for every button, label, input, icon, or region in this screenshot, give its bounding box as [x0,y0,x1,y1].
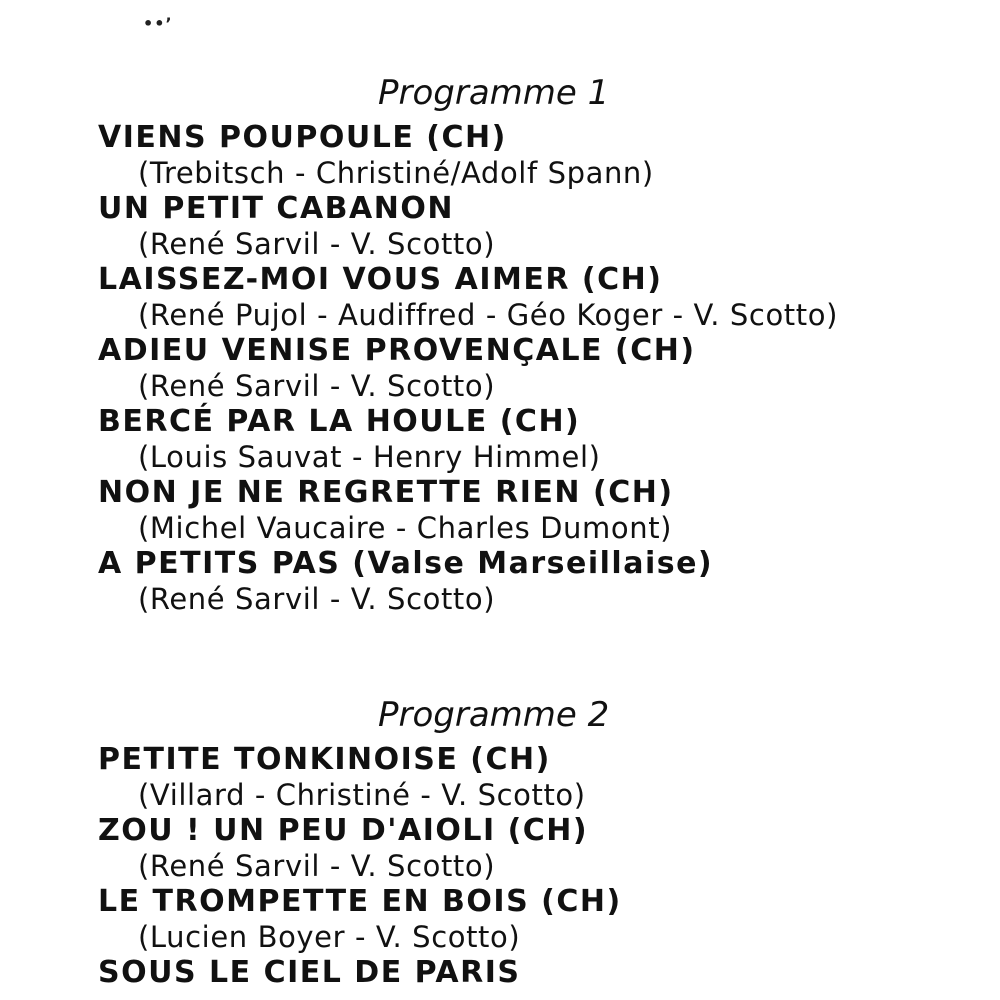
song-credits: (René Sarvil - V. Scotto) [138,227,496,261]
song-credits: (René Pujol - Audiffred - Géo Koger - V. Scotto) [138,298,838,332]
song-item [98,742,978,813]
song-title: LE TROMPETTE EN BOIS (CH) [98,884,622,919]
song-item [98,333,978,404]
song-title: PETITE TONKINOISE (CH) [98,742,551,777]
song-credits: (René Sarvil - V. Scotto) [138,369,496,403]
song-credits: (Michel Vaucaire - Charles Dumont) [138,511,673,545]
song-credits: (Lucien Boyer - V. Scotto) [138,920,521,954]
programme-2 [98,692,978,991]
song-credits: (Trebitsch - Christiné/Adolf Spann) [138,156,654,190]
song-title: BERCÉ PAR LA HOULE (CH) [98,404,581,439]
song-title: NON JE NE REGRETTE RIEN (CH) [98,475,674,510]
song-item [98,120,978,191]
song-item [98,546,978,617]
song-item [98,884,978,955]
corner-mark: ••’ [143,14,173,33]
song-title: SOUS LE CIEL DE PARIS [98,955,521,990]
song-item [98,262,978,333]
song-item [98,191,978,262]
song-item [98,813,978,884]
song-credits: (René Sarvil - V. Scotto) [138,849,496,883]
song-item [98,404,978,475]
song-item [98,955,978,991]
song-credits: (Villard - Christiné - V. Scotto) [138,778,586,812]
song-title: A PETITS PAS (Valse Marseillaise) [98,546,714,581]
song-title: LAISSEZ-MOI VOUS AIMER (CH) [98,262,663,297]
song-title: ZOU ! UN PEU D'AIOLI (CH) [98,813,589,848]
song-credits: (René Sarvil - V. Scotto) [138,582,496,616]
programme-heading: Programme 2 [378,695,610,735]
programme-heading: Programme 1 [378,73,610,113]
song-title: ADIEU VENISE PROVENÇALE (CH) [98,333,696,368]
song-item [98,475,978,546]
song-title: UN PETIT CABANON [98,191,454,226]
song-credits: (Louis Sauvat - Henry Himmel) [138,440,601,474]
programme-1 [98,70,978,617]
song-title: VIENS POUPOULE (CH) [98,120,507,155]
